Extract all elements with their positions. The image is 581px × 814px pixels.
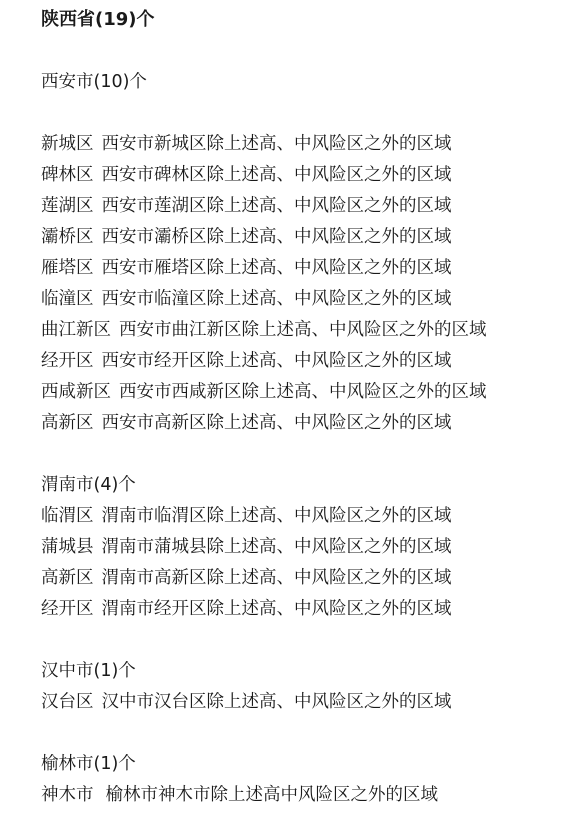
district-description: 西安市曲江新区除上述高、中风险区之外的区域 bbox=[119, 320, 487, 340]
district-description: 汉中市汉台区除上述高、中风险区之外的区域 bbox=[101, 692, 452, 712]
list-item bbox=[41, 411, 452, 435]
list-item bbox=[41, 194, 452, 218]
district-description: 榆林市神木市除上述高中风险区之外的区域 bbox=[105, 785, 438, 805]
district-description: 渭南市经开区除上述高、中风险区之外的区域 bbox=[101, 599, 452, 619]
list-item bbox=[41, 287, 452, 311]
list-item bbox=[41, 380, 487, 404]
district-name: 莲湖区 bbox=[41, 196, 94, 216]
list-item bbox=[41, 349, 452, 373]
list-item bbox=[41, 783, 438, 807]
list-item bbox=[41, 690, 452, 714]
district-name: 汉台区 bbox=[41, 692, 94, 712]
city-heading-yulin: 榆林市(1)个 bbox=[41, 754, 136, 774]
list-item bbox=[41, 132, 452, 156]
district-name: 高新区 bbox=[41, 568, 94, 588]
district-name: 曲江新区 bbox=[41, 320, 111, 340]
province-heading: 陕西省(19)个 bbox=[41, 9, 155, 30]
district-description: 渭南市临渭区除上述高、中风险区之外的区域 bbox=[101, 506, 452, 526]
district-description: 西安市西咸新区除上述高、中风险区之外的区域 bbox=[119, 382, 487, 402]
city-heading-weinan: 渭南市(4)个 bbox=[41, 475, 136, 495]
list-item bbox=[41, 318, 487, 342]
district-description: 西安市经开区除上述高、中风险区之外的区域 bbox=[101, 351, 452, 371]
district-name: 灞桥区 bbox=[41, 227, 94, 247]
district-name: 临渭区 bbox=[41, 506, 94, 526]
district-name: 新城区 bbox=[41, 134, 94, 154]
list-item bbox=[41, 597, 452, 621]
district-name: 神木市 bbox=[41, 785, 94, 805]
list-item bbox=[41, 256, 452, 280]
district-name: 高新区 bbox=[41, 413, 94, 433]
district-description: 西安市临潼区除上述高、中风险区之外的区域 bbox=[101, 289, 452, 309]
district-description: 渭南市高新区除上述高、中风险区之外的区域 bbox=[101, 568, 452, 588]
district-name: 蒲城县 bbox=[41, 537, 94, 557]
district-description: 西安市莲湖区除上述高、中风险区之外的区域 bbox=[101, 196, 452, 216]
district-description: 西安市灞桥区除上述高、中风险区之外的区域 bbox=[101, 227, 452, 247]
district-name: 经开区 bbox=[41, 599, 94, 619]
list-item bbox=[41, 566, 452, 590]
district-description: 西安市新城区除上述高、中风险区之外的区域 bbox=[101, 134, 452, 154]
district-name: 临潼区 bbox=[41, 289, 94, 309]
district-description: 渭南市蒲城县除上述高、中风险区之外的区域 bbox=[101, 537, 452, 557]
list-item bbox=[41, 504, 452, 528]
district-name: 碑林区 bbox=[41, 165, 94, 185]
district-name: 西咸新区 bbox=[41, 382, 111, 402]
district-name: 经开区 bbox=[41, 351, 94, 371]
district-name: 雁塔区 bbox=[41, 258, 94, 278]
city-heading-xian: 西安市(10)个 bbox=[41, 72, 147, 92]
list-item bbox=[41, 163, 452, 187]
list-item bbox=[41, 225, 452, 249]
district-description: 西安市高新区除上述高、中风险区之外的区域 bbox=[101, 413, 452, 433]
district-description: 西安市雁塔区除上述高、中风险区之外的区域 bbox=[101, 258, 452, 278]
district-description: 西安市碑林区除上述高、中风险区之外的区域 bbox=[101, 165, 452, 185]
city-heading-hanzhong: 汉中市(1)个 bbox=[41, 661, 136, 681]
list-item bbox=[41, 535, 452, 559]
